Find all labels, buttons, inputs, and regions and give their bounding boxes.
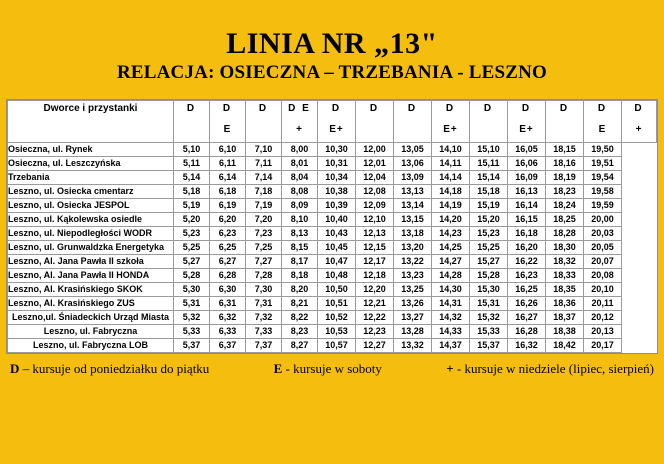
departure-time-cell: 6,33 xyxy=(210,325,246,339)
departure-time-cell: 5,32 xyxy=(174,311,210,325)
service-code-primary: D xyxy=(521,103,532,115)
departure-time-cell: 7,18 xyxy=(246,185,282,199)
service-column-header xyxy=(246,101,282,143)
departure-time-cell: 18,19 xyxy=(546,171,584,185)
departure-time-cell: 12,08 xyxy=(356,185,394,199)
departure-time-cell: 6,37 xyxy=(210,339,246,353)
departure-time-cell: 6,25 xyxy=(210,241,246,255)
service-code-primary: D xyxy=(407,103,418,115)
departure-time-cell: 13,27 xyxy=(394,311,432,325)
departure-time-cell: 14,19 xyxy=(432,199,470,213)
departure-time-cell: 10,47 xyxy=(318,255,356,269)
departure-time-cell: 6,10 xyxy=(210,143,246,157)
legend-code-e: E xyxy=(273,361,283,377)
departure-time-cell: 18,28 xyxy=(546,227,584,241)
departure-time-cell: 10,48 xyxy=(318,269,356,283)
departure-time-cell: 5,33 xyxy=(174,325,210,339)
departure-time-cell: 10,50 xyxy=(318,283,356,297)
departure-time-cell: 16,27 xyxy=(508,311,546,325)
service-code-primary: D xyxy=(331,103,342,115)
table-row xyxy=(8,311,657,325)
departure-time-cell: 16,32 xyxy=(508,339,546,353)
departure-time-cell: 20,13 xyxy=(584,325,622,339)
departure-time-cell: 10,57 xyxy=(318,339,356,353)
departure-time-cell: 8,08 xyxy=(282,185,318,199)
departure-time-cell: 13,15 xyxy=(394,213,432,227)
stop-name-cell: Leszno, Al. Krasińskiego ZUS xyxy=(8,297,174,311)
departure-time-cell: 5,20 xyxy=(174,213,210,227)
legend xyxy=(0,361,664,377)
legend-code-plus: + xyxy=(446,361,454,377)
departure-time-cell: 13,20 xyxy=(394,241,432,255)
departure-time-cell: 8,15 xyxy=(282,241,318,255)
departure-time-cell: 14,20 xyxy=(432,213,470,227)
departure-time-cell: 5,27 xyxy=(174,255,210,269)
service-column-header xyxy=(508,101,546,143)
service-column-header xyxy=(584,101,622,143)
stop-name-cell: Leszno, Al. Jana Pawła II szkoła xyxy=(8,255,174,269)
departure-time-cell: 16,09 xyxy=(508,171,546,185)
service-column-header xyxy=(210,101,246,143)
stop-name-cell: Osieczna, ul. Leszczyńska xyxy=(8,157,174,171)
departure-time-cell: 6,18 xyxy=(210,185,246,199)
departure-time-cell: 14,30 xyxy=(432,283,470,297)
departure-time-cell: 14,18 xyxy=(432,185,470,199)
departure-time-cell: 12,20 xyxy=(356,283,394,297)
departure-time-cell: 18,16 xyxy=(546,157,584,171)
service-code-primary: D xyxy=(559,103,570,115)
service-code-primary: D xyxy=(597,103,608,115)
table-row xyxy=(8,199,657,213)
departure-time-cell: 7,20 xyxy=(246,213,282,227)
service-column-header xyxy=(394,101,432,143)
departure-time-cell: 16,18 xyxy=(508,227,546,241)
departure-time-cell: 7,27 xyxy=(246,255,282,269)
departure-time-cell: 8,10 xyxy=(282,213,318,227)
service-code-primary: D xyxy=(445,103,456,115)
legend-item-weekday xyxy=(10,361,209,377)
departure-time-cell: 19,51 xyxy=(584,157,622,171)
departure-time-cell: 14,11 xyxy=(432,157,470,171)
service-code-secondary: E+ xyxy=(519,124,534,136)
service-code-primary: D E xyxy=(288,103,311,115)
departure-time-cell: 7,28 xyxy=(246,269,282,283)
departure-time-cell: 5,23 xyxy=(174,227,210,241)
departure-time-cell: 15,33 xyxy=(470,325,508,339)
departure-time-cell: 16,25 xyxy=(508,283,546,297)
departure-time-cell: 14,23 xyxy=(432,227,470,241)
departure-time-cell: 18,32 xyxy=(546,255,584,269)
legend-text-e: - kursuje w soboty xyxy=(285,361,382,377)
legend-text-plus: - kursuje w niedziele (lipiec, sierpień) xyxy=(456,361,654,377)
table-row xyxy=(8,171,657,185)
departure-time-cell: 18,24 xyxy=(546,199,584,213)
departure-time-cell: 7,11 xyxy=(246,157,282,171)
departure-time-cell: 12,17 xyxy=(356,255,394,269)
stop-name-cell: Leszno, ul. Kąkolewska osiedle xyxy=(8,213,174,227)
departure-time-cell: 19,54 xyxy=(584,171,622,185)
table-row xyxy=(8,325,657,339)
departure-time-cell: 16,22 xyxy=(508,255,546,269)
service-code-primary: D xyxy=(369,103,380,115)
departure-time-cell: 5,37 xyxy=(174,339,210,353)
departure-time-cell: 12,09 xyxy=(356,199,394,213)
departure-time-cell: 12,23 xyxy=(356,325,394,339)
departure-time-cell: 7,30 xyxy=(246,283,282,297)
departure-time-cell: 16,20 xyxy=(508,241,546,255)
departure-time-cell: 20,00 xyxy=(584,213,622,227)
departure-time-cell: 10,40 xyxy=(318,213,356,227)
service-code-primary: D xyxy=(258,103,269,115)
departure-time-cell: 15,30 xyxy=(470,283,508,297)
table-row xyxy=(8,339,657,353)
departure-time-cell: 10,51 xyxy=(318,297,356,311)
departure-time-cell: 15,28 xyxy=(470,269,508,283)
service-column-header xyxy=(470,101,508,143)
service-code-secondary: E+ xyxy=(329,124,344,136)
departure-time-cell: 5,31 xyxy=(174,297,210,311)
table-row xyxy=(8,185,657,199)
departure-time-cell: 6,19 xyxy=(210,199,246,213)
stop-name-cell: Leszno, ul. Osiecka cmentarz xyxy=(8,185,174,199)
header-row xyxy=(8,101,657,143)
stop-name-cell: Leszno,ul. Śniadeckich Urząd Miasta xyxy=(8,311,174,325)
stop-name-cell: Leszno, ul. Osiecka JESPOL xyxy=(8,199,174,213)
departure-time-cell: 5,30 xyxy=(174,283,210,297)
departure-time-cell: 8,22 xyxy=(282,311,318,325)
departure-time-cell: 20,05 xyxy=(584,241,622,255)
table-row xyxy=(8,227,657,241)
departure-time-cell: 12,04 xyxy=(356,171,394,185)
departure-time-cell: 14,33 xyxy=(432,325,470,339)
departure-time-cell: 15,32 xyxy=(470,311,508,325)
departure-time-cell: 10,38 xyxy=(318,185,356,199)
departure-time-cell: 10,43 xyxy=(318,227,356,241)
departure-time-cell: 13,06 xyxy=(394,157,432,171)
departure-time-cell: 18,37 xyxy=(546,311,584,325)
service-column-header xyxy=(174,101,210,143)
departure-time-cell: 18,35 xyxy=(546,283,584,297)
departure-time-cell: 12,15 xyxy=(356,241,394,255)
departure-time-cell: 16,28 xyxy=(508,325,546,339)
service-code-primary: D xyxy=(186,103,197,115)
departure-time-cell: 6,11 xyxy=(210,157,246,171)
departure-time-cell: 7,33 xyxy=(246,325,282,339)
service-column-header xyxy=(356,101,394,143)
departure-time-cell: 15,11 xyxy=(470,157,508,171)
departure-time-cell: 15,10 xyxy=(470,143,508,157)
departure-time-cell: 8,01 xyxy=(282,157,318,171)
departure-time-cell: 15,27 xyxy=(470,255,508,269)
departure-time-cell: 15,25 xyxy=(470,241,508,255)
departure-time-cell: 12,21 xyxy=(356,297,394,311)
departure-time-cell: 8,20 xyxy=(282,283,318,297)
departure-time-cell: 6,27 xyxy=(210,255,246,269)
departure-time-cell: 10,53 xyxy=(318,325,356,339)
table-row xyxy=(8,241,657,255)
table-row xyxy=(8,269,657,283)
departure-time-cell: 13,09 xyxy=(394,171,432,185)
departure-time-cell: 13,05 xyxy=(394,143,432,157)
departure-time-cell: 18,38 xyxy=(546,325,584,339)
departure-time-cell: 5,11 xyxy=(174,157,210,171)
stop-name-cell: Leszno, ul. Grunwaldzka Energetyka xyxy=(8,241,174,255)
departure-time-cell: 16,14 xyxy=(508,199,546,213)
departure-time-cell: 18,30 xyxy=(546,241,584,255)
table-row xyxy=(8,143,657,157)
departure-time-cell: 8,21 xyxy=(282,297,318,311)
timetable-header xyxy=(8,101,657,143)
departure-time-cell: 19,59 xyxy=(584,199,622,213)
departure-time-cell: 20,10 xyxy=(584,283,622,297)
departure-time-cell: 15,37 xyxy=(470,339,508,353)
legend-item-sunday xyxy=(446,361,654,377)
stop-name-cell: Leszno, ul. Niepodległości WODR xyxy=(8,227,174,241)
departure-time-cell: 7,19 xyxy=(246,199,282,213)
table-row xyxy=(8,297,657,311)
table-row xyxy=(8,255,657,269)
departure-time-cell: 10,34 xyxy=(318,171,356,185)
departure-time-cell: 16,26 xyxy=(508,297,546,311)
stop-name-cell: Leszno, Al. Jana Pawła II HONDA xyxy=(8,269,174,283)
departure-time-cell: 20,12 xyxy=(584,311,622,325)
departure-time-cell: 13,26 xyxy=(394,297,432,311)
departure-time-cell: 15,31 xyxy=(470,297,508,311)
departure-time-cell: 7,37 xyxy=(246,339,282,353)
departure-time-cell: 10,39 xyxy=(318,199,356,213)
route-subtitle: RELACJA: OSIECZNA – TRZEBANIA - LESZNO xyxy=(116,61,548,83)
departure-time-cell: 13,14 xyxy=(394,199,432,213)
stop-name-cell: Osieczna, ul. Rynek xyxy=(8,143,174,157)
departure-time-cell: 13,25 xyxy=(394,283,432,297)
departure-time-cell: 10,52 xyxy=(318,311,356,325)
departure-time-cell: 14,37 xyxy=(432,339,470,353)
departure-time-cell: 10,31 xyxy=(318,157,356,171)
legend-item-saturday xyxy=(274,361,382,377)
departure-time-cell: 12,18 xyxy=(356,269,394,283)
departure-time-cell: 10,45 xyxy=(318,241,356,255)
title-block xyxy=(0,0,664,83)
departure-time-cell: 8,23 xyxy=(282,325,318,339)
departure-time-cell: 18,33 xyxy=(546,269,584,283)
departure-time-cell: 14,28 xyxy=(432,269,470,283)
departure-time-cell: 14,14 xyxy=(432,171,470,185)
service-code-primary: D xyxy=(483,103,494,115)
page-title: LINIA NR „13" xyxy=(226,27,438,60)
departure-time-cell: 5,14 xyxy=(174,171,210,185)
service-code-secondary: + xyxy=(635,124,643,136)
departure-time-cell: 5,25 xyxy=(174,241,210,255)
departure-time-cell: 6,30 xyxy=(210,283,246,297)
departure-time-cell: 6,20 xyxy=(210,213,246,227)
departure-time-cell: 14,25 xyxy=(432,241,470,255)
departure-time-cell: 20,07 xyxy=(584,255,622,269)
service-column-header xyxy=(432,101,470,143)
service-code-secondary: + xyxy=(296,124,303,136)
departure-time-cell: 15,18 xyxy=(470,185,508,199)
departure-time-cell: 5,28 xyxy=(174,269,210,283)
departure-time-cell: 7,31 xyxy=(246,297,282,311)
departure-time-cell: 8,04 xyxy=(282,171,318,185)
table-row xyxy=(8,157,657,171)
departure-time-cell: 14,32 xyxy=(432,311,470,325)
departure-time-cell: 20,08 xyxy=(584,269,622,283)
service-code-secondary: E xyxy=(598,124,607,136)
departure-time-cell: 13,22 xyxy=(394,255,432,269)
departure-time-cell: 6,31 xyxy=(210,297,246,311)
departure-time-cell: 7,32 xyxy=(246,311,282,325)
stop-name-cell: Leszno, ul. Fabryczna xyxy=(8,325,174,339)
departure-time-cell: 14,10 xyxy=(432,143,470,157)
legend-code-d: D xyxy=(10,361,20,377)
departure-time-cell: 14,27 xyxy=(432,255,470,269)
departure-time-cell: 20,03 xyxy=(584,227,622,241)
timetable xyxy=(7,100,657,353)
departure-time-cell: 7,23 xyxy=(246,227,282,241)
departure-time-cell: 8,17 xyxy=(282,255,318,269)
table-row xyxy=(8,213,657,227)
departure-time-cell: 8,09 xyxy=(282,199,318,213)
departure-time-cell: 12,27 xyxy=(356,339,394,353)
departure-time-cell: 6,14 xyxy=(210,171,246,185)
stop-name-cell: Leszno, Al. Krasińskiego SKOK xyxy=(8,283,174,297)
service-column-header xyxy=(318,101,356,143)
stop-name-cell: Leszno, ul. Fabryczna LOB xyxy=(8,339,174,353)
departure-time-cell: 7,25 xyxy=(246,241,282,255)
departure-time-cell: 6,23 xyxy=(210,227,246,241)
departure-time-cell: 8,00 xyxy=(282,143,318,157)
departure-time-cell: 18,36 xyxy=(546,297,584,311)
service-code-primary: D xyxy=(634,103,644,115)
departure-time-cell: 16,23 xyxy=(508,269,546,283)
departure-time-cell: 8,13 xyxy=(282,227,318,241)
service-code-primary: D xyxy=(222,103,233,115)
departure-time-cell: 15,20 xyxy=(470,213,508,227)
departure-time-cell: 8,27 xyxy=(282,339,318,353)
departure-time-cell: 19,58 xyxy=(584,185,622,199)
departure-time-cell: 12,10 xyxy=(356,213,394,227)
departure-time-cell: 20,17 xyxy=(584,339,622,353)
departure-time-cell: 18,15 xyxy=(546,143,584,157)
service-column-header xyxy=(282,101,318,143)
departure-time-cell: 16,13 xyxy=(508,185,546,199)
departure-time-cell: 13,28 xyxy=(394,325,432,339)
departure-time-cell: 13,13 xyxy=(394,185,432,199)
departure-time-cell: 5,10 xyxy=(174,143,210,157)
service-column-header xyxy=(546,101,584,143)
departure-time-cell: 13,18 xyxy=(394,227,432,241)
table-row xyxy=(8,283,657,297)
departure-time-cell: 15,14 xyxy=(470,171,508,185)
departure-time-cell: 14,31 xyxy=(432,297,470,311)
service-code-secondary: E xyxy=(223,124,232,136)
departure-time-cell: 18,25 xyxy=(546,213,584,227)
departure-time-cell: 18,42 xyxy=(546,339,584,353)
departure-time-cell: 12,22 xyxy=(356,311,394,325)
departure-time-cell: 7,10 xyxy=(246,143,282,157)
departure-time-cell: 19,50 xyxy=(584,143,622,157)
departure-time-cell: 16,06 xyxy=(508,157,546,171)
departure-time-cell: 13,23 xyxy=(394,269,432,283)
legend-text-d: – kursuje od poniedziałku do piątku xyxy=(22,361,210,377)
departure-time-cell: 18,23 xyxy=(546,185,584,199)
departure-time-cell: 12,00 xyxy=(356,143,394,157)
stop-name-cell: Trzebania xyxy=(8,171,174,185)
departure-time-cell: 10,30 xyxy=(318,143,356,157)
departure-time-cell: 20,11 xyxy=(584,297,622,311)
departure-time-cell: 6,28 xyxy=(210,269,246,283)
departure-time-cell: 8,18 xyxy=(282,269,318,283)
departure-time-cell: 12,01 xyxy=(356,157,394,171)
timetable-panel xyxy=(6,99,658,354)
stops-column-header: Dworce i przystanki xyxy=(8,101,174,143)
departure-time-cell: 7,14 xyxy=(246,171,282,185)
service-code-secondary: E+ xyxy=(443,124,458,136)
departure-time-cell: 5,19 xyxy=(174,199,210,213)
departure-time-cell: 15,19 xyxy=(470,199,508,213)
departure-time-cell: 16,15 xyxy=(508,213,546,227)
timetable-body xyxy=(8,143,657,353)
departure-time-cell: 13,32 xyxy=(394,339,432,353)
departure-time-cell: 15,23 xyxy=(470,227,508,241)
departure-time-cell: 16,05 xyxy=(508,143,546,157)
service-column-header xyxy=(622,101,657,143)
departure-time-cell: 12,13 xyxy=(356,227,394,241)
departure-time-cell: 6,32 xyxy=(210,311,246,325)
departure-time-cell: 5,18 xyxy=(174,185,210,199)
